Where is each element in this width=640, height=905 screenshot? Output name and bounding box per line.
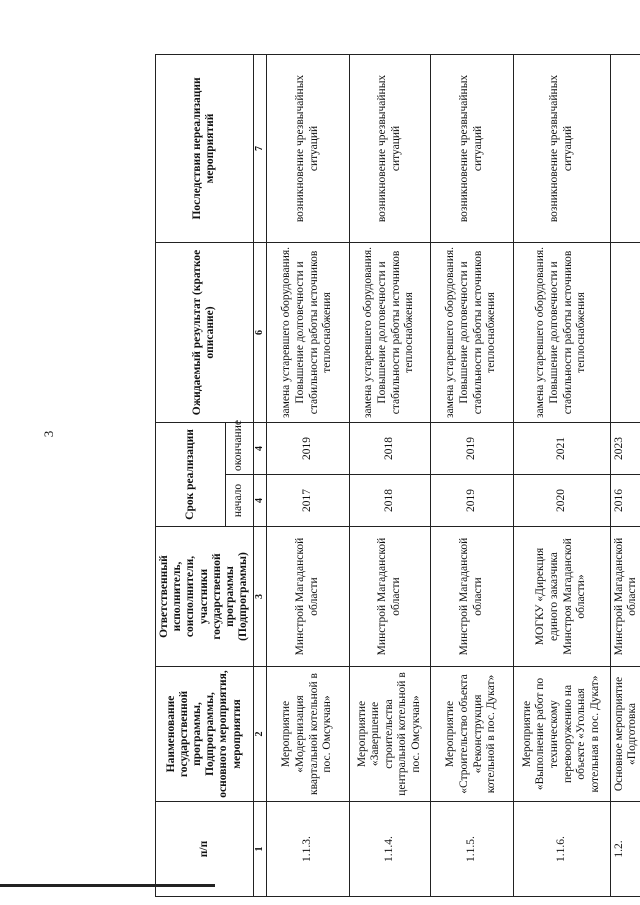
row-executor: Минстрой Магаданской области (266, 527, 349, 667)
header-num: п/п (156, 802, 254, 897)
row-executor: Минстрой Магаданской области (349, 527, 430, 667)
page-number: 3 (41, 430, 56, 438)
row-num: 1.2. (610, 802, 640, 897)
row-name: Мероприятие «Строительство объекта «Реконструкция котельной в пос. Дукат» (430, 667, 513, 802)
row-num: 1.1.6. (513, 802, 610, 897)
table-row (430, 54, 513, 896)
row-name: Мероприятие «Выполнение работ по техническому перевооружению на объекте «Угольная котельная в пос. Дукат» (513, 667, 610, 802)
row-end: 2023 (610, 422, 640, 474)
column-number: 4 (253, 422, 266, 474)
row-start: 2016 (610, 475, 640, 527)
header-period: Срок реализации (156, 422, 226, 526)
row-end: 2019 (430, 422, 513, 474)
row-name: Основное мероприятие «Подготовка (610, 667, 640, 802)
row-end: 2019 (266, 422, 349, 474)
table-row (610, 54, 640, 896)
header-name: Наименование государственной программы, Подпрограммы, основного мероприятия, мероприятия (156, 667, 254, 802)
header-consequences: Последствия нереализации мероприятий (156, 54, 254, 242)
table-row (266, 54, 349, 896)
header-start: начало (225, 475, 253, 527)
row-start: 2017 (266, 475, 349, 527)
column-number: 2 (253, 667, 266, 802)
row-start: 2019 (430, 475, 513, 527)
row-executor: Минстрой Магаданской области (430, 527, 513, 667)
column-number: 7 (253, 54, 266, 242)
row-consequences: возникновение чрезвычайных ситуаций (430, 54, 513, 242)
column-number: 3 (253, 527, 266, 667)
row-executor: Минстрой Магаданской области (610, 527, 640, 667)
row-result: замена устаревшего оборудования. Повышение долговечности и стабильности работы источников теплоснабжения (349, 242, 430, 422)
row-name: Мероприятие «Модернизация квартальной котельной в пос. Омсукчан» (266, 667, 349, 802)
table-row (349, 54, 430, 896)
column-number: 4 (253, 475, 266, 527)
row-result: замена устаревшего оборудования. Повышение долговечности и стабильности работы источников теплоснабжения (266, 242, 349, 422)
column-number-row (253, 54, 266, 896)
row-executor: МОГКУ «Дирекция единого заказчика Минстроя Магаданской области» (513, 527, 610, 667)
row-consequences: возникновение чрезвычайных ситуаций (266, 54, 349, 242)
measures-table (155, 55, 639, 897)
table-header-row (156, 54, 226, 896)
row-consequences: возникновение чрезвычайных ситуаций (513, 54, 610, 242)
row-name: Мероприятие «Завершение строительства центральной котельной в пос. Омсукчан» (349, 667, 430, 802)
row-result: замена устаревшего оборудования. Повышение долговечности и стабильности работы источников теплоснабжения (430, 242, 513, 422)
row-end: 2021 (513, 422, 610, 474)
column-number: 1 (253, 802, 266, 897)
row-start: 2018 (349, 475, 430, 527)
row-result (610, 242, 640, 422)
row-num: 1.1.5. (430, 802, 513, 897)
row-num: 1.1.3. (266, 802, 349, 897)
header-result: Ожидаемый результат (краткое описание) (156, 242, 254, 422)
row-consequences (610, 54, 640, 242)
row-end: 2018 (349, 422, 430, 474)
column-number: 6 (253, 242, 266, 422)
header-executor: Ответственный исполнитель, соисполнители, участники государственной программы (Подпрограммы) (156, 527, 254, 667)
row-num: 1.1.4. (349, 802, 430, 897)
row-start: 2020 (513, 475, 610, 527)
row-consequences: возникновение чрезвычайных ситуаций (349, 54, 430, 242)
table-row (513, 54, 610, 896)
header-end: окончание (225, 422, 253, 474)
row-result: замена устаревшего оборудования. Повышение долговечности и стабильности работы источников теплоснабжения (513, 242, 610, 422)
